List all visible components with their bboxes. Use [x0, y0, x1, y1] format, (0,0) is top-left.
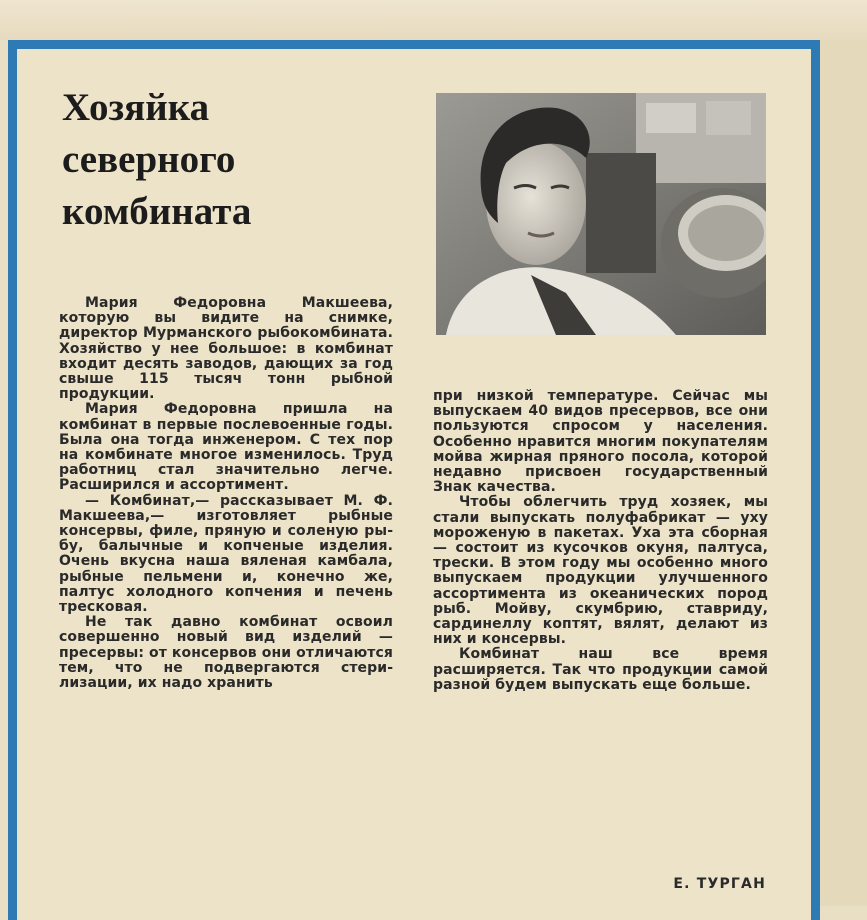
- headline-line-2: северного: [62, 138, 236, 181]
- page-right-margin: [820, 40, 867, 906]
- portrait-photo-image: [436, 93, 766, 335]
- article-paragraph: Не так давно комбинат освоил совершенно новый вид изделий — пресервы: от консервов они отличаются тем, что не подвергаются стерилизации, их надо хранить: [59, 614, 393, 692]
- article-paragraph: — Комбинат,— рассказывает М. Ф. Макшеева,— изготовляет рыбные консервы, филе, пряную и соленую рыбу, балычные и копченые изделия. Очень вкусна наша вяленая камбала, рыбные пельмени и, конечно же, палтус холодного копчения и печень тресковая.: [59, 492, 393, 616]
- article-column-left: [59, 296, 393, 691]
- headline-line-1: Хозяйка: [62, 86, 210, 129]
- headline-line-3: комбината: [62, 190, 252, 233]
- article-byline: Е. ТУРГАН: [673, 876, 766, 892]
- portrait-photo: [436, 93, 766, 335]
- article-headline: [62, 82, 402, 238]
- article-paragraph: Мария Федоровна Макшеева, которую вы видите на снимке, директор Мурманского рыбокомбината. Хозяйство у нее большое: в комбинат входит десять заводов, дающих за год свыше 115 тысяч тонн рыбной продукции.: [59, 295, 393, 403]
- article-paragraph: Чтобы облегчить труд хозяек, мы стали выпускать полуфабрикат — уху мороженую в пакетах. Уха эта сборная — состоит из кусочков окуня, палтуса, трески. В этом году мы особенно много выпускаем продукции улучшенного ассортимента из океанических пород рыб. Мойву, скумбрию, ставриду, сардинеллу коптят, вялят, делают из них и консервы.: [433, 494, 768, 648]
- article-paragraph: Комбинат наш все время расширяется. Так что продукции самой разной будем выпускать еще больше.: [433, 646, 768, 693]
- paper-top-edge: [0, 0, 867, 40]
- article-paragraph: Мария Федоровна пришла на комбинат в первые послевоенные годы. Была она тогда инженером. С тех пор на комбинате многое изменилось. Труд работниц стал значительно легче. Расширился и ассортимент.: [59, 401, 393, 494]
- article-column-right: [433, 389, 768, 693]
- article-paragraph: при низкой температуре. Сейчас мы выпускаем 40 видов пресервов, все они пользуются спросом у населения. Особенно нравится многим покупателям мойва жирная пряного посола, которой недавно присвоен государственный Знак качества.: [433, 388, 768, 496]
